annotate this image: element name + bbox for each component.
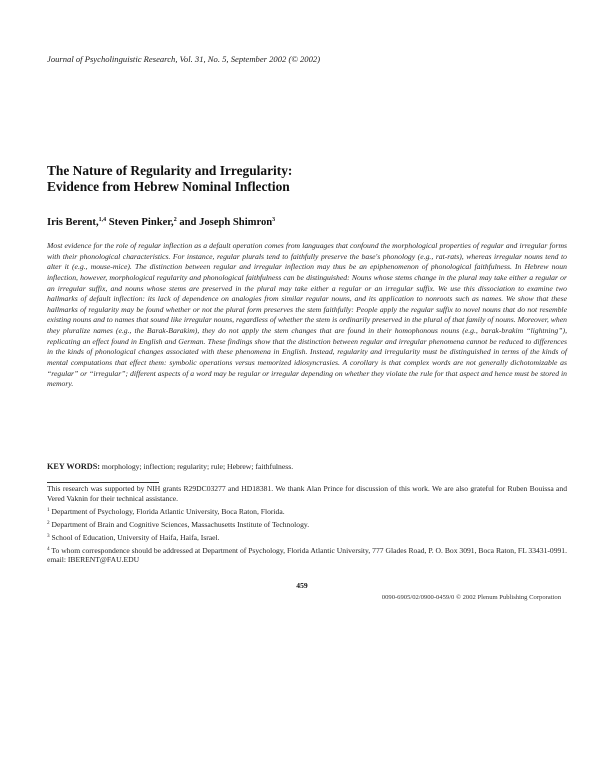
keywords [47,462,567,472]
copyright-line: 0090-6905/02/0900-0459/0 © 2002 Plenum Publishing Corporation [381,594,561,601]
footnote-mark: 1 [47,506,50,513]
author-affiliation-mark: 2 [173,217,177,223]
keywords-text: morphology; inflection; regularity; rule; Hebrew; faithfulness. [100,462,294,471]
footnote-mark: 3 [47,532,50,539]
abstract: Most evidence for the role of regular inflection as a default operation comes from languages that confound the morphological properties of regular and irregular forms with their phonological characteristics. For instance, regular plurals tend to faithfully preserve the base's phonology (e.g., rat-rats), whereas irregular nouns tend to alter it (e.g., mouse-mice). The distinction between regular and irregular inflection may thus be an epiphenomenon of phonological faithfulness. In Hebrew noun inflection, however, morphological regularity and phonological faithfulness can be distinguished: Nouns whose stems change in the plural may take either a regular or an irregular suffix, and nouns whose stems are preserved in the plural may take either a regular or an irregular suffix. We use this dissociation to examine two hallmarks of default inflection: its lack of dependence on analogies from similar regular nouns, and its application to nonroots such as names. We show that these hallmarks of regularity may be found whether or not the plural form preserves the stem faithfully: People apply the regular suffix to novel nouns that do not resemble existing nouns and to names that sound like irregular nouns, regardless of whether the stem is ordinarily preserved in the plural of that family of nouns. Moreover, when they pluralize names (e.g., the Barak-Barakim), they do not apply the stem changes that are found in their homophonous nouns (e.g., barak-brakim “lightning”), replicating an effect found in English and German. These findings show that the distinction between regular and irregular phenomena cannot be reduced to differences in the kinds of phonological changes associated with these phenomena in English. Instead, regularity and irregularity must be distinguished in terms of the kinds of mental computations that effect them: symbolic operations versus memorized idiosyncrasies. A corollary is that complex words are not generally dichotomizable as “regular” or “irregular”; different aspects of a word may be regular or irregular depending on whether they violate the rule for that aspect and hence must be stored in memory. [47,241,567,389]
footnote-affiliation-1 [47,507,567,517]
footnote-divider [47,482,159,483]
keywords-label: KEY WORDS: [47,462,100,471]
author-name: Iris Berent, [47,217,99,228]
footnote-text: To whom correspondence should be addressed at Department of Psychology, Florida Atlantic University, 777 Glades Road, P. O. Box 3091, Boca Raton, FL 33431-0991. email: IBERENT@FAU.EDU [47,545,567,565]
footnote-mark: 4 [47,545,50,552]
footnote-text: Department of Psychology, Florida Atlantic University, Boca Raton, Florida. [49,506,285,516]
author-affiliation-mark: 3 [272,217,276,223]
footnotes [47,484,567,565]
footnote-affiliation-4 [47,546,567,566]
footnote-affiliation-3 [47,533,567,543]
title-line-2: Evidence from Hebrew Nominal Inflection [47,179,290,194]
title-line-1: The Nature of Regularity and Irregularity: [47,163,293,178]
author-affiliation-mark: 1,4 [98,217,107,223]
author-name: Steven Pinker, [106,217,174,228]
footnote-mark: 2 [47,519,50,526]
footnote-text: School of Education, University of Haifa, Haifa, Israel. [49,532,220,542]
footnote-text: Department of Brain and Cognitive Sciences, Massachusetts Institute of Technology. [49,519,310,529]
acknowledgment-footnote: This research was supported by NIH grants R29DC03277 and HD18381. We thank Alan Prince for discussion of this work. We are also grateful for Ruben Bouissa and Vered Vaknin for their technical assistance. [47,484,567,503]
journal-citation: Journal of Psycholinguistic Research, Vol. 31, No. 5, September 2002 (© 2002) [47,54,321,64]
paper-title [47,163,567,195]
author-list [47,216,567,229]
author-name: and Joseph Shimron [176,217,273,228]
footnote-affiliation-2 [47,520,567,530]
page-number: 459 [296,581,308,590]
